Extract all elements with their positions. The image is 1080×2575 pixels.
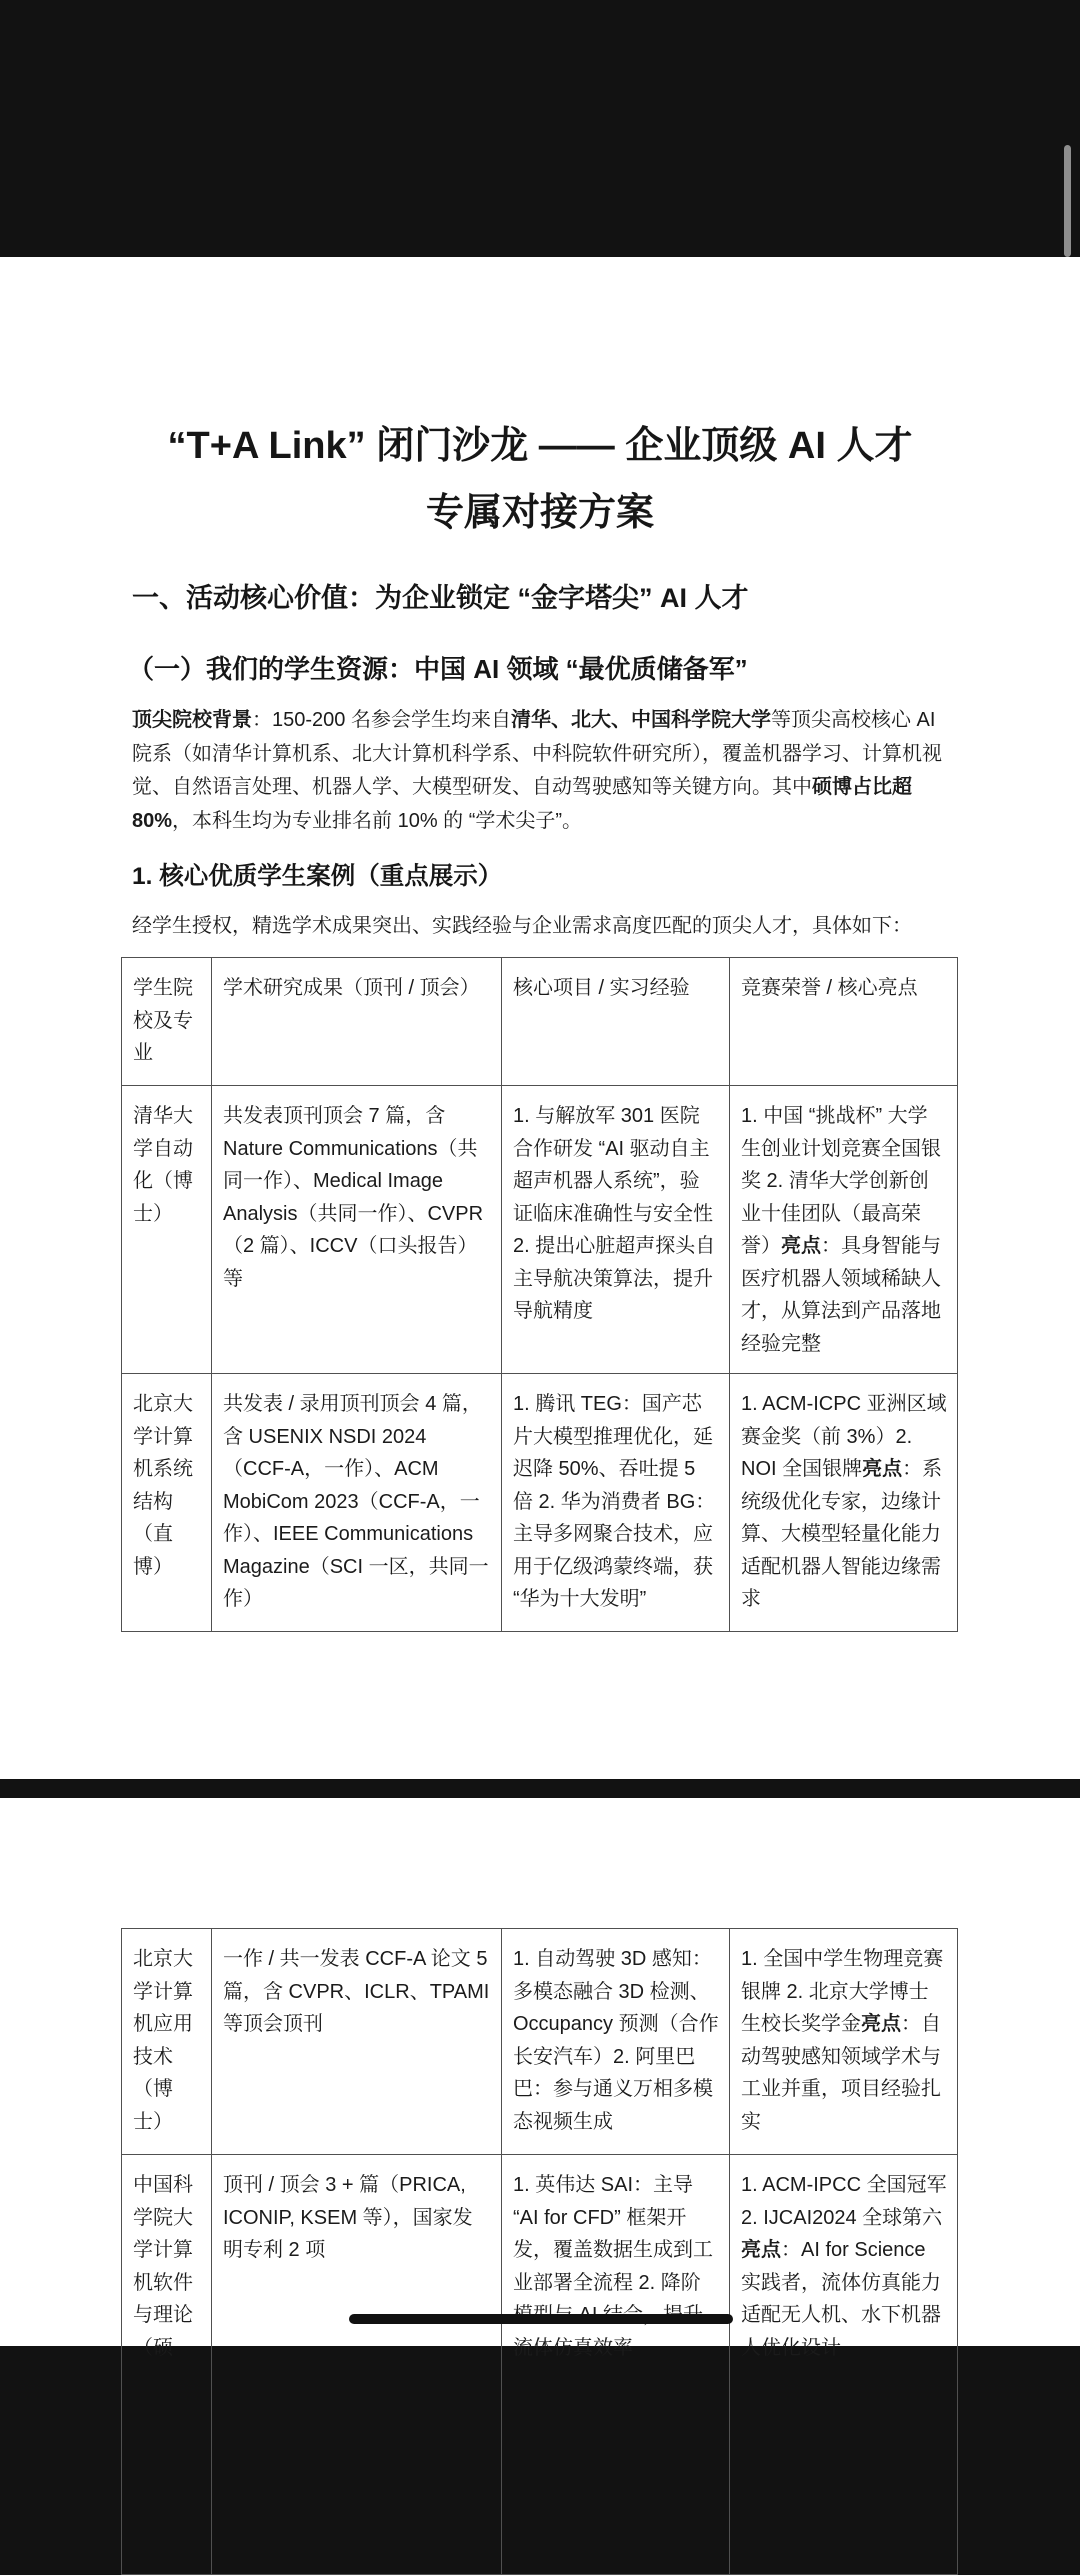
highlight-label: 亮点: [781, 1235, 821, 1257]
document-title: [0, 413, 1080, 547]
table-row: [122, 1929, 958, 2155]
research-cell: 一作 / 共一发表 CCF-A 论文 5 篇，含 CVPR、ICLR、TPAMI 等顶会顶刊: [212, 1929, 502, 2155]
honors-cell: [730, 2155, 958, 2575]
home-indicator[interactable]: [349, 2314, 733, 2324]
research-cell: 共发表顶刊顶会 7 篇，含 Nature Communications（共同一作）、Medical Image Analysis（共同一作）、CVPR（2 篇）、ICCV（口头报告）等: [212, 1086, 502, 1374]
highlight-label: 亮点: [741, 2239, 781, 2261]
highlight-label: 亮点: [861, 2013, 901, 2035]
highlight-text: ：系统级优化专家，边缘计算、大模型轻量化能力适配机器人智能边缘需求: [741, 1458, 943, 1610]
honors-cell: [730, 1374, 958, 1632]
table-row: [122, 2155, 958, 2575]
school-cell: 北京大学计算机系统结构（直博）: [122, 1374, 212, 1632]
honors-cell: [730, 1929, 958, 2155]
projects-cell: 1. 自动驾驶 3D 感知：多模态融合 3D 检测、Occupancy 预测（合作长安汽车）2. 阿里巴巴：参与通义万相多模态视频生成: [502, 1929, 730, 2155]
column-header-honors: 竞赛荣誉 / 核心亮点: [730, 958, 958, 1086]
student-cases-table: [121, 957, 958, 1632]
section-heading: 一、活动核心价值：为企业锁定 “金字塔尖” AI 人才: [132, 583, 749, 613]
document-page-2: [0, 1798, 1080, 2359]
scrollbar-thumb[interactable]: [1064, 145, 1071, 257]
document-title-line-2: 专属对接方案: [425, 492, 654, 534]
paragraph-text: ，本科生均为专业排名前 10% 的 “学术尖子”。: [172, 809, 583, 832]
honors-text: 1. 中国 “挑战杯” 大学生创业计划竞赛全国银奖 2. 清华大学创新创业十佳团队（最高荣誉）: [741, 1105, 941, 1257]
table-header-row: [122, 958, 958, 1086]
column-header-research: 学术研究成果（顶刊 / 顶会）: [212, 958, 502, 1086]
cases-intro: 经学生授权，精选学术成果突出、实践经验与企业需求高度匹配的顶尖人才，具体如下：: [132, 915, 912, 937]
paragraph-label: 顶尖院校背景: [132, 709, 252, 731]
paragraph-text: ：150-200 名参会学生均来自: [252, 709, 511, 731]
honors-text: 1. ACM-IPCC 全国冠军 2. IJCAI2024 全球第六: [741, 2174, 947, 2229]
column-header-school: 学生院校及专业: [122, 958, 212, 1086]
school-cell: 中国科学院大学计算机软件与理论（硕: [122, 2155, 212, 2575]
research-cell: 顶刊 / 顶会 3 + 篇（PRICA, ICONIP, KSEM 等），国家发明专利 2 项: [212, 2155, 502, 2575]
honors-text: 1. 全国中学生物理竞赛银牌 2. 北京大学博士生校长奖学金: [741, 1948, 944, 2035]
school-background-paragraph: [132, 704, 952, 838]
student-cases-table-continued: [121, 1928, 958, 2575]
honors-text: 1. ACM-ICPC 亚洲区域赛金奖（前 3%）2. NOI 全国银牌: [741, 1393, 947, 1480]
table-row: [122, 1374, 958, 1632]
paragraph-emphasis: 清华、北大、中国科学院大学: [510, 709, 771, 731]
paragraph-text: 等顶尖高校核心 AI 院系（如清华计算机系、北大计算机科学系、中科院软件研究所），覆盖机器学习、计算机视觉、自然语言处理、机器人学、大模型研发、自动驾驶感知等关键方向。其中: [132, 709, 942, 798]
projects-cell: 1. 腾讯 TEG：国产芯片大模型推理优化，延迟降 50%、吞吐提 5 倍 2. 华为消费者 BG：主导多网聚合技术，应用于亿级鸿蒙终端，获 “华为十大发明”: [502, 1374, 730, 1632]
cases-heading: 1. 核心优质学生案例（重点展示）: [132, 863, 503, 890]
highlight-label: 亮点: [862, 1458, 903, 1480]
subsection-heading: （一）我们的学生资源：中国 AI 领域 “最优质储备军”: [128, 654, 748, 684]
honors-cell: [730, 1086, 958, 1374]
school-cell: 清华大学自动化（博士）: [122, 1086, 212, 1374]
projects-cell: 1. 与解放军 301 医院合作研发 “AI 驱动自主超声机器人系统”，验证临床准确性与安全性 2. 提出心脏超声探头自主导航决策算法，提升导航精度: [502, 1086, 730, 1374]
research-cell: 共发表 / 录用顶刊顶会 4 篇，含 USENIX NSDI 2024（CCF-A，一作）、ACM MobiCom 2023（CCF-A，一作）、IEEE Communications Magazine（SCI 一区，共同一作）: [212, 1374, 502, 1632]
school-cell: 北京大学计算机应用技术（博士）: [122, 1929, 212, 2155]
paragraph-emphasis: 硕博占比超 80%: [132, 776, 912, 832]
projects-cell: 1. 英伟达 SAI：主导 “AI for CFD” 框架开发，覆盖数据生成到工业部署全流程 2. 降阶 流体仿真效率: [502, 2155, 730, 2575]
highlight-text: ：AI for Science 实践者，流体仿真能力适配无人机、水下机器人优化设计: [741, 2239, 941, 2359]
document-page-1: [0, 257, 1080, 1779]
highlight-text: ：具身智能与医疗机器人领域稀缺人才，从算法到产品落地经验完整: [741, 1235, 941, 1355]
highlight-text: ：自动驾驶感知领域学术与工业并重，项目经验扎实: [741, 2013, 941, 2133]
column-header-projects: 核心项目 / 实习经验: [502, 958, 730, 1086]
document-title-line-1: “T+A Link” 闭门沙龙 —— 企业顶级 AI 人才: [167, 425, 913, 467]
table-row: [122, 1086, 958, 1374]
